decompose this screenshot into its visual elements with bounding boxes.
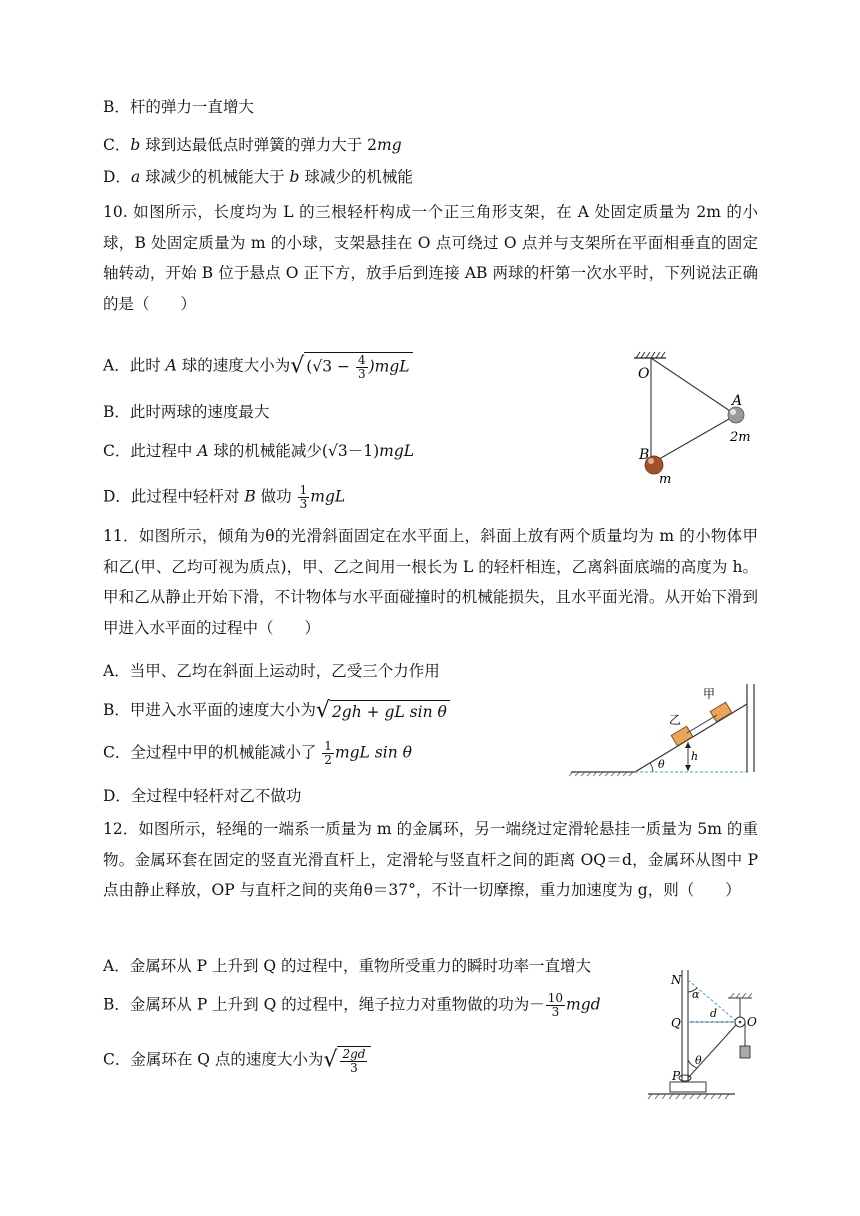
- label-p: P: [672, 1069, 681, 1083]
- label-h: h: [691, 750, 699, 763]
- q11-stem: 11．如图所示，倾角为θ的光滑斜面固定在水平面上，斜面上放有两个质量均为 m 的小物体甲和乙(甲、乙均可视为质点)，甲、乙之间用一根长为 L 的轻杆相连，乙离斜面底端的高度为 h。甲和乙从静止开始下滑，不计物体与水平面碰撞时的机械能损失，且水平面光滑。从开始下滑到甲进入水平面的过程中（ ）: [103, 527, 758, 637]
- label-alpha: α: [692, 988, 700, 1001]
- label-a: A: [732, 393, 743, 409]
- label-theta: θ: [658, 758, 665, 771]
- block-jia: [710, 702, 732, 722]
- q12-stem: 12．如图所示，轻绳的一端系一质量为 m 的金属环，另一端绕过定滑轮悬挂一质量为 5m 的重物。金属环套在固定的竖直光滑直杆上，定滑轮与竖直杆之间的距离 OQ＝d，金属环从图中 P 点由静止释放，OP 与直杆之间的夹角θ＝37°，不计一切摩擦，重力加速度为 g，则（ ）: [103, 820, 758, 899]
- label-yi: 乙: [669, 713, 682, 727]
- label-theta-q12: θ: [695, 1054, 702, 1067]
- label-o-pulley: O: [747, 1015, 757, 1029]
- label-n: N: [671, 973, 682, 987]
- label-o: O: [638, 366, 650, 382]
- q11-option-d: D．全过程中轻杆对乙不做功: [103, 787, 302, 805]
- label-b-mass: m: [659, 472, 672, 487]
- q12-option-b: B．金属环从 P 上升到 Q 的过程中，绳子拉力对重物做的功为－ $\frac{10}{3}$ mgd: [103, 991, 601, 1019]
- q10-option-c: C．此过程中 A 球的机械能减少(√3－1)mgL: [103, 442, 415, 460]
- q10-option-a: A．此时 A 球的速度大小为√ (√3 − $\frac{4}{3}$ )mgL: [103, 352, 413, 381]
- q12-option-a: A．金属环从 P 上升到 Q 的过程中，重物所受重力的瞬时功率一直增大: [103, 957, 592, 975]
- q10-option-d: D．此过程中轻杆对 B 做功 $\frac{1}{3}$ mgL: [103, 483, 346, 511]
- block-yi: [671, 726, 693, 746]
- label-d: d: [710, 1007, 718, 1020]
- q12-pulley-figure: [640, 956, 765, 1101]
- q10-triangle-figure: [630, 348, 760, 488]
- q10-stem: 10. 如图所示，长度均为 L 的三根轻杆构成一个正三角形支架，在 A 处固定质量为 2m 的小球，B 处固定质量为 m 的小球，支架悬挂在 O 点可绕过 O 点并与支架所在平面相垂直的固定轴转动，开始 B 位于悬点 O 正下方，放手后到连接 AB 两球的杆第一次水平时，下列说法正确的是（ ）: [103, 203, 758, 313]
- q10-option-b: B．此时两球的速度最大: [103, 403, 270, 421]
- label-q: Q: [671, 1016, 681, 1030]
- q9-option-d: D．a 球减少的机械能大于 b 球减少的机械能: [103, 168, 413, 186]
- q11-option-c: C．全过程中甲的机械能减小了 $\frac{1}{2}$ mgL sin θ: [103, 739, 412, 767]
- q12-option-c: C．金属环在 Q 点的速度大小为√ $\frac{2gd}{3}$: [103, 1046, 371, 1075]
- ring: [679, 1075, 691, 1081]
- ball-a: [728, 407, 744, 423]
- q11-incline-figure: [565, 682, 765, 777]
- q9-option-c: C．b 球到达最低点时弹簧的弹力大于 2mg: [103, 136, 402, 154]
- q9-option-b: B．杆的弹力一直增大: [103, 98, 254, 116]
- label-jia: 甲: [703, 687, 716, 701]
- q11-option-b: B．甲进入水平面的速度大小为√ 2gh + gL sin θ: [103, 700, 450, 722]
- q11-option-a: A．当甲、乙均在斜面上运动时，乙受三个力作用: [103, 662, 440, 680]
- label-a-mass: 2m: [730, 430, 751, 445]
- sqrt-symbol: √ (√3 − $\frac{4}{3}$ )mgL: [290, 352, 412, 381]
- hanging-weight: [740, 1046, 750, 1058]
- label-b: B: [639, 447, 650, 463]
